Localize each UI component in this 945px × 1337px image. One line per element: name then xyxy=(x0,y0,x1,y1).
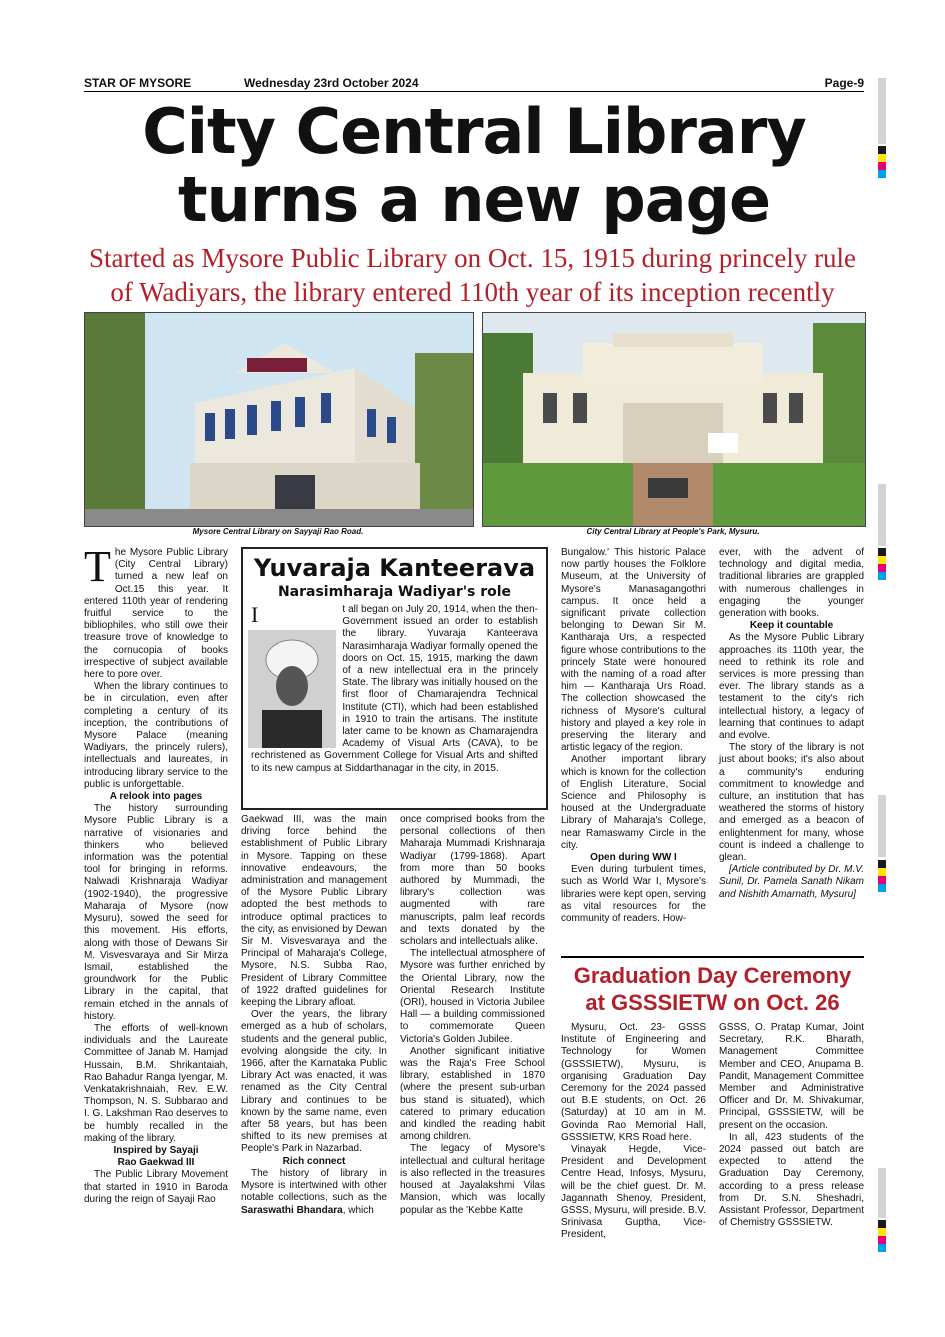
sidebar-subtitle: Narasimharaja Wadiyar's role xyxy=(277,584,512,600)
print-color-marks xyxy=(878,548,886,580)
paragraph: In all, 423 students of the 2024 passed out batch are expected to attend the Graduation Day Ceremony, according to a press release from Dr. S.N. Sheshadri, Assistant Professor, Department of Chemistry GSSSIETW. xyxy=(719,1131,864,1229)
newspaper-name: STAR OF MYSORE xyxy=(84,76,192,90)
paragraph: Even during turbulent times, such as World War I, Mysore's libraries were kept open, serving as vital resources for the community of readers. How- xyxy=(561,864,706,925)
subheadline-line-1: Started as Mysore Public Library on Oct. 15, 1915 during princely rule xyxy=(88,243,857,273)
subhead-open-wwi: Open during WW I xyxy=(590,852,677,864)
paragraph: As the Mysore Public Library approaches its 110th year, the need to rethink its role and services is more pressing than ever. The library stands as a testament to the city's rich intellectual history, a legacy of learning that continues to adapt and evolve. xyxy=(719,632,864,742)
subhead-rich-connect: Rich connect xyxy=(282,1155,346,1167)
headline-line-2: turns a new page xyxy=(177,163,771,236)
subhead-relook: A relook into pages xyxy=(109,791,203,803)
grad-column-1 xyxy=(561,1022,706,1242)
article-credit: [Article contributed by Dr. M.V. Sunil, Dr. Pamela Sanath Nikam and Nishith Amarnath, Mysuru] xyxy=(719,864,864,900)
header-rule xyxy=(84,91,864,92)
sidebar-title: Yuvaraja Kanteerava xyxy=(253,554,536,582)
print-color-marks xyxy=(878,860,886,892)
issue-date: Wednesday 23rd October 2024 xyxy=(244,76,419,90)
grad-headline-line-1: Graduation Day Ceremony xyxy=(573,963,852,988)
subhead-inspired-line-1: Inspired by Sayaji xyxy=(113,1144,199,1156)
paragraph: GSSS, O. Pratap Kumar, Joint Secretary, R.K. Bharath, Management Committee Member and CEO, Anupama B. Pandit, Management Committee Member and Administrative Officer and Dr. M. Shivakumar, Principal, GSSSIETW, will be present on the occasion. xyxy=(719,1022,864,1131)
grad-headline xyxy=(555,962,870,1016)
paragraph: The history surrounding Mysore Public Library is a narrative of visionaries and thinkers who believed information was the potential tool for bringing in reforms. Nalwadi Krishnaraja Wadiyar (1902-1940), the progressive Maharaja of Mysore (now Mysuru), sowed the seed for this movement. His efforts, along with those of Dewans Sir M. Visvesvaraya and Sir Mirza Ismail, established the groundwork for the Public Library in the capital, that remain etched in the annals of history. xyxy=(84,803,228,1022)
paragraph: Another significant initiative was the Raja's Free School library, established in 1870 (where the present sub-urban bus stand is situated), which catered to primary education and kindled the reading habit among children. xyxy=(400,1045,545,1143)
paragraph: The story of the library is not just about books; it's also about a community's enduring commitment to knowledge and culture, an institution that has weathered the storms of history and emerged as a beacon of enlightenment for many, whose count is indeed a challenge to glean. xyxy=(719,742,864,864)
subheadline-line-2: of Wadiyars, the library entered 110th year of its inception recently xyxy=(110,277,835,307)
paragraph-text: The history of library in Mysore is intertwined with other notable collections, such as the xyxy=(241,1167,387,1204)
sidebar-box-yuvaraja xyxy=(241,547,548,810)
paragraph: The legacy of Mysore's intellectual and cultural heritage is also reflected in the treasures housed at Jayalakshmi Vilas Mansion, which was locally popular as the 'Kebbe Katte xyxy=(400,1143,545,1216)
photo-caption-right: City Central Library at People's Park, Mysuru. xyxy=(586,527,760,536)
paragraph xyxy=(241,1168,387,1217)
paragraph: Gaekwad III, was the main driving force behind the establishment of Public Library in Mysore. Tapping on these innovative endeavours, the administration and management of the Mysore Public Library adopted the best methods to introduce optimal practices to the city, as envisioned by Dewan Sir M. Visvesvaraya and the Principal of Maharaja's College, Mysore, N.S. Subba Rao, President of Library Committee of 1922 drafted guidelines for keeping the Library afloat. xyxy=(241,814,387,1009)
sidebar-text: t all began on July 20, 1914, when the then-Government issued an order to establish the library. Yuvaraja Kanteerava Narasimharaja Wadiyar formally opened the doors on Oct. 15, 1915, marking the dawn of a new intellectual era in the princely State. The library was initially housed on the first floor of Chamarajendra Technical Institute (CTI), which had been established in 1910 to train the artisans. The institute later came to be known as Chamarajendra Academy of Visual Arts (CAVA), to be rechristened as Government College for Visual Arts and shifted to its new campus at Siddarthanagar in the city, in 2015. xyxy=(251,604,538,774)
print-color-marks xyxy=(878,1220,886,1252)
paragraph: The efforts of well-known individuals and the Laureate Committee of Janab M. Hamjad Hussain, B.M. Shrikantaiah, Rao Bahadur Ranga Iyengar, M. Venkatakrishnaiah, Rev. E.W. Thompson, N. S. Subbarao and I. G. Lakshman Rao deserves to be humbly recalled in the making of the library. xyxy=(84,1022,228,1144)
article-column-2 xyxy=(241,814,387,1217)
portrait-image xyxy=(248,630,336,748)
portrait-yuvaraja xyxy=(248,630,336,748)
drop-cap: T xyxy=(84,542,111,591)
paragraph: once comprised books from the personal collections of then Maharaja Mummadi Krishnaraja Wadiyar (1799-1868). Apart from more than 50 books authored by Mummadi, the library's collection was augmented with rare manuscripts, palm leaf records and texts donated by the scholars and intellectuals alike. xyxy=(400,814,545,948)
article-column-1 xyxy=(84,542,228,1206)
article-column-3 xyxy=(400,814,545,1217)
print-gray-bar xyxy=(878,795,886,857)
subhead-keep-countable: Keep it countable xyxy=(749,620,834,632)
headline-line-1: City Central Library xyxy=(142,95,806,168)
grad-headline-line-2: at GSSSIETW on Oct. 26 xyxy=(585,990,840,1015)
print-gray-bar xyxy=(878,1168,886,1218)
print-color-marks xyxy=(878,146,886,178)
photo-sayyaji-rao-road-library xyxy=(84,312,474,527)
bold-term: Saraswathi Bhandara xyxy=(241,1204,343,1216)
photo-caption-left: Mysore Central Library on Sayyaji Rao Road. xyxy=(192,527,364,536)
section-rule xyxy=(561,956,864,958)
paragraph: Bungalow.' This historic Palace now partly houses the Folklore Museum, at the University of Mysore's Manasagangothri campus. It once held a significant private collection belonging to Dewan Sir M. Kantharaja Urs, a respected figure whose contributions to the princely State were honoured with the naming of a road after him — Kantharaja Urs Road. The collection showcased the richness of Mysore's cultural history and played a key role in preserving the literary and artistic legacy of the region. xyxy=(561,547,706,754)
paragraph: Another important library which is known for the collection of English Literature, Social Science and Philosophy is housed at the Undergraduate Library of Maharaja's College, near Ramaswamy Circle in the city. xyxy=(561,754,706,851)
paragraph: When the library continues to be in circulation, even after completing a century of its inception, the contributions of Mysore Palace (meaning Wadiyars, the princely rulers), intellectuals and laureates, in introducing library service to the public is unforgettable. xyxy=(84,681,228,790)
print-gray-bar xyxy=(878,484,886,546)
paragraph: The intellectual atmosphere of Mysore was further enriched by the Oriental Library, now the Oriental Research Institute (ORI), housed in Victoria Jubilee Hall — a building commissioned to commemorate Queen Victoria's Golden Jubilee. xyxy=(400,948,545,1045)
print-gray-bar xyxy=(878,78,886,144)
paragraph: The Public Library Movement that started in 1910 in Baroda during the reign of Sayaji Rao xyxy=(84,1169,228,1205)
photo-peoples-park-library xyxy=(482,312,866,527)
grad-column-2 xyxy=(719,1022,864,1229)
new-library-building-image xyxy=(483,313,865,526)
subhead-inspired-line-2: Rao Gaekwad III xyxy=(117,1157,195,1169)
heritage-building-image xyxy=(85,313,473,526)
article-column-4 xyxy=(561,547,706,925)
drop-cap: I xyxy=(251,602,259,627)
article-column-5 xyxy=(719,547,864,901)
page-number: Page-9 xyxy=(824,76,864,90)
paragraph: Over the years, the library emerged as a hub of scholars, students and the general public, evolving alongside the city. In 1966, after the Karnataka Public Library Act was enacted, it was renamed as the City Central Library and continues to be known by the same name, even after 58 years, but has been shifted to its new premises at People's Park in Nazarbad. xyxy=(241,1009,387,1155)
paragraph: Mysuru, Oct. 23- GSSS Institute of Engineering and Technology for Women (GSSSIETW), Mysuru, is organising Graduation Day Ceremony for the 2024 passed out B.E students, on Oct. 26 (Saturday) at 10 am in M. Govinda Rao Memorial Hall, GSSSIETW, KRS Road here. xyxy=(561,1022,706,1143)
paragraph: ever, with the advent of technology and digital media, traditional libraries are grappled with numerous challenges in engaging the younger generation with books. xyxy=(719,547,864,620)
paragraph: he Mysore Public Library (City Central Library) turned a new leaf on Oct.15 this year. It entered 110th year of rendering fruitful service to the bibliophiles, who still owe their treasure trove of knowledge to the cornucopia of books irrespective of subject available here to pore over. xyxy=(84,547,228,681)
paragraph-text: , which xyxy=(342,1204,374,1216)
paragraph: Vinayak Hegde, Vice-President and Development Centre Head, Infosys, Mysuru, will be the chief guest. Dr. M. Jagannath Shenoy, President, GSSS, Mysuru, will preside. B.V. Srinivasa Guptha, Vice-President, xyxy=(561,1144,706,1241)
